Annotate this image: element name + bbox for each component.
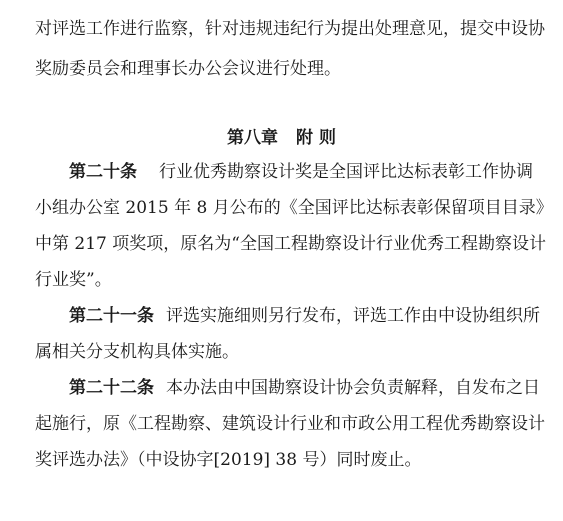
- article-label: 第二十条: [69, 162, 137, 182]
- article-20-line-1: [69, 160, 563, 184]
- article-text: 评选实施细则另行发布，评选工作由中设协组织所: [166, 306, 540, 326]
- paragraph-line: 奖励委员会和理事长办公会议进行处理。: [35, 59, 341, 79]
- article-22-line-2: 起施行，原《工程勘察、建筑设计行业和市政公用工程优秀勘察设计: [35, 414, 545, 434]
- article-text: 本办法由中国勘察设计协会负责解释，自发布之日: [166, 378, 540, 398]
- paragraph-line: 对评选工作进行监察，针对违规违纪行为提出处理意见，提交中设协: [35, 19, 545, 39]
- article-20-line-4: 行业奖”。: [35, 270, 112, 290]
- chapter-number: 第八章: [227, 128, 279, 148]
- chapter-heading: [0, 126, 563, 150]
- chapter-title: 附 则: [296, 128, 336, 148]
- article-text: 行业优秀勘察设计奖是全国评比达标表彰工作协调: [159, 162, 533, 182]
- article-20-line-2: 小组办公室 2015 年 8 月公布的《全国评比达标表彰保留项目目录》: [35, 198, 553, 218]
- article-20-line-3: 中第 217 项奖项，原名为“全国工程勘察设计行业优秀工程勘察设计: [35, 234, 546, 254]
- article-21-line-1: [69, 304, 563, 328]
- article-label: 第二十一条: [69, 306, 154, 326]
- article-label: 第二十二条: [69, 378, 154, 398]
- article-22-line-1: [69, 376, 563, 400]
- article-22-line-3: 奖评选办法》（中设协字[2019] 38 号）同时废止。: [35, 450, 422, 470]
- article-21-line-2: 属相关分支机构具体实施。: [35, 342, 239, 362]
